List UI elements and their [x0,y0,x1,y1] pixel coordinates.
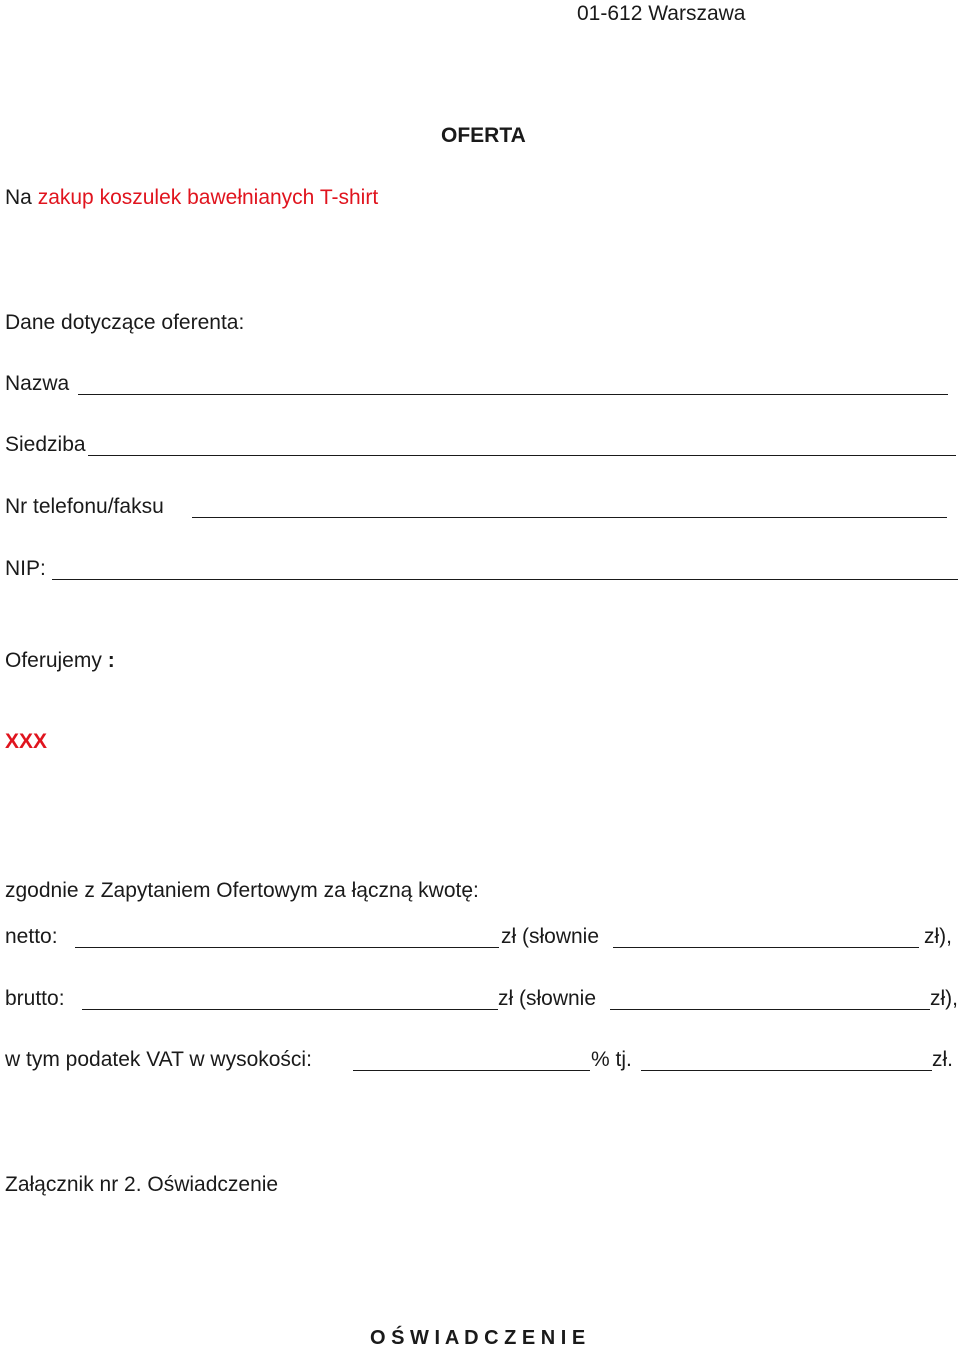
seat-input-line[interactable] [88,455,956,456]
vat-amount-line[interactable] [641,1070,932,1071]
document-title: OFERTA [441,124,526,147]
brutto-words-label: zł (słownie [498,987,597,1010]
phone-input-line[interactable] [192,517,947,518]
vat-percent-line[interactable] [353,1070,590,1071]
vat-percent-label: % tj. [591,1048,632,1071]
brutto-label: brutto: [5,987,65,1010]
name-input-line[interactable] [78,394,948,395]
name-label: Nazwa [5,372,70,395]
vat-currency: zł. [932,1048,953,1071]
netto-words-label: zł (słownie [501,925,600,948]
attachment-label: Załącznik nr 2. Oświadczenie [5,1173,279,1196]
pricing-intro: zgodnie z Zapytaniem Ofertowym za łączną kwotę: [5,879,479,902]
brutto-close: zł), [930,987,958,1010]
seat-label: Siedziba [5,433,86,456]
offer-intro-colon: : [107,649,115,672]
subject-highlight: zakup koszulek bawełnianych T-shirt [37,186,379,209]
offer-intro [5,650,115,671]
declaration-title: O Ś W I A D C Z E N I E [370,1327,586,1349]
nip-label: NIP: [5,557,46,580]
brutto-amount-line[interactable] [82,1009,498,1010]
vat-label: w tym podatek VAT w wysokości: [5,1048,312,1071]
netto-label: netto: [5,925,58,948]
bidder-heading: Dane dotyczące oferenta: [5,311,245,334]
brutto-words-line[interactable] [610,1009,930,1010]
offer-item: XXX [5,730,48,753]
subject-prefix: Na [5,186,32,209]
nip-input-line[interactable] [52,579,958,580]
netto-amount-line[interactable] [75,947,499,948]
phone-label: Nr telefonu/faksu [5,495,164,518]
netto-close: zł), [924,925,952,948]
netto-words-line[interactable] [613,947,919,948]
offer-intro-label: Oferujemy [5,649,102,672]
location-text: 01-612 Warszawa [577,2,746,25]
subject-line [5,187,378,208]
